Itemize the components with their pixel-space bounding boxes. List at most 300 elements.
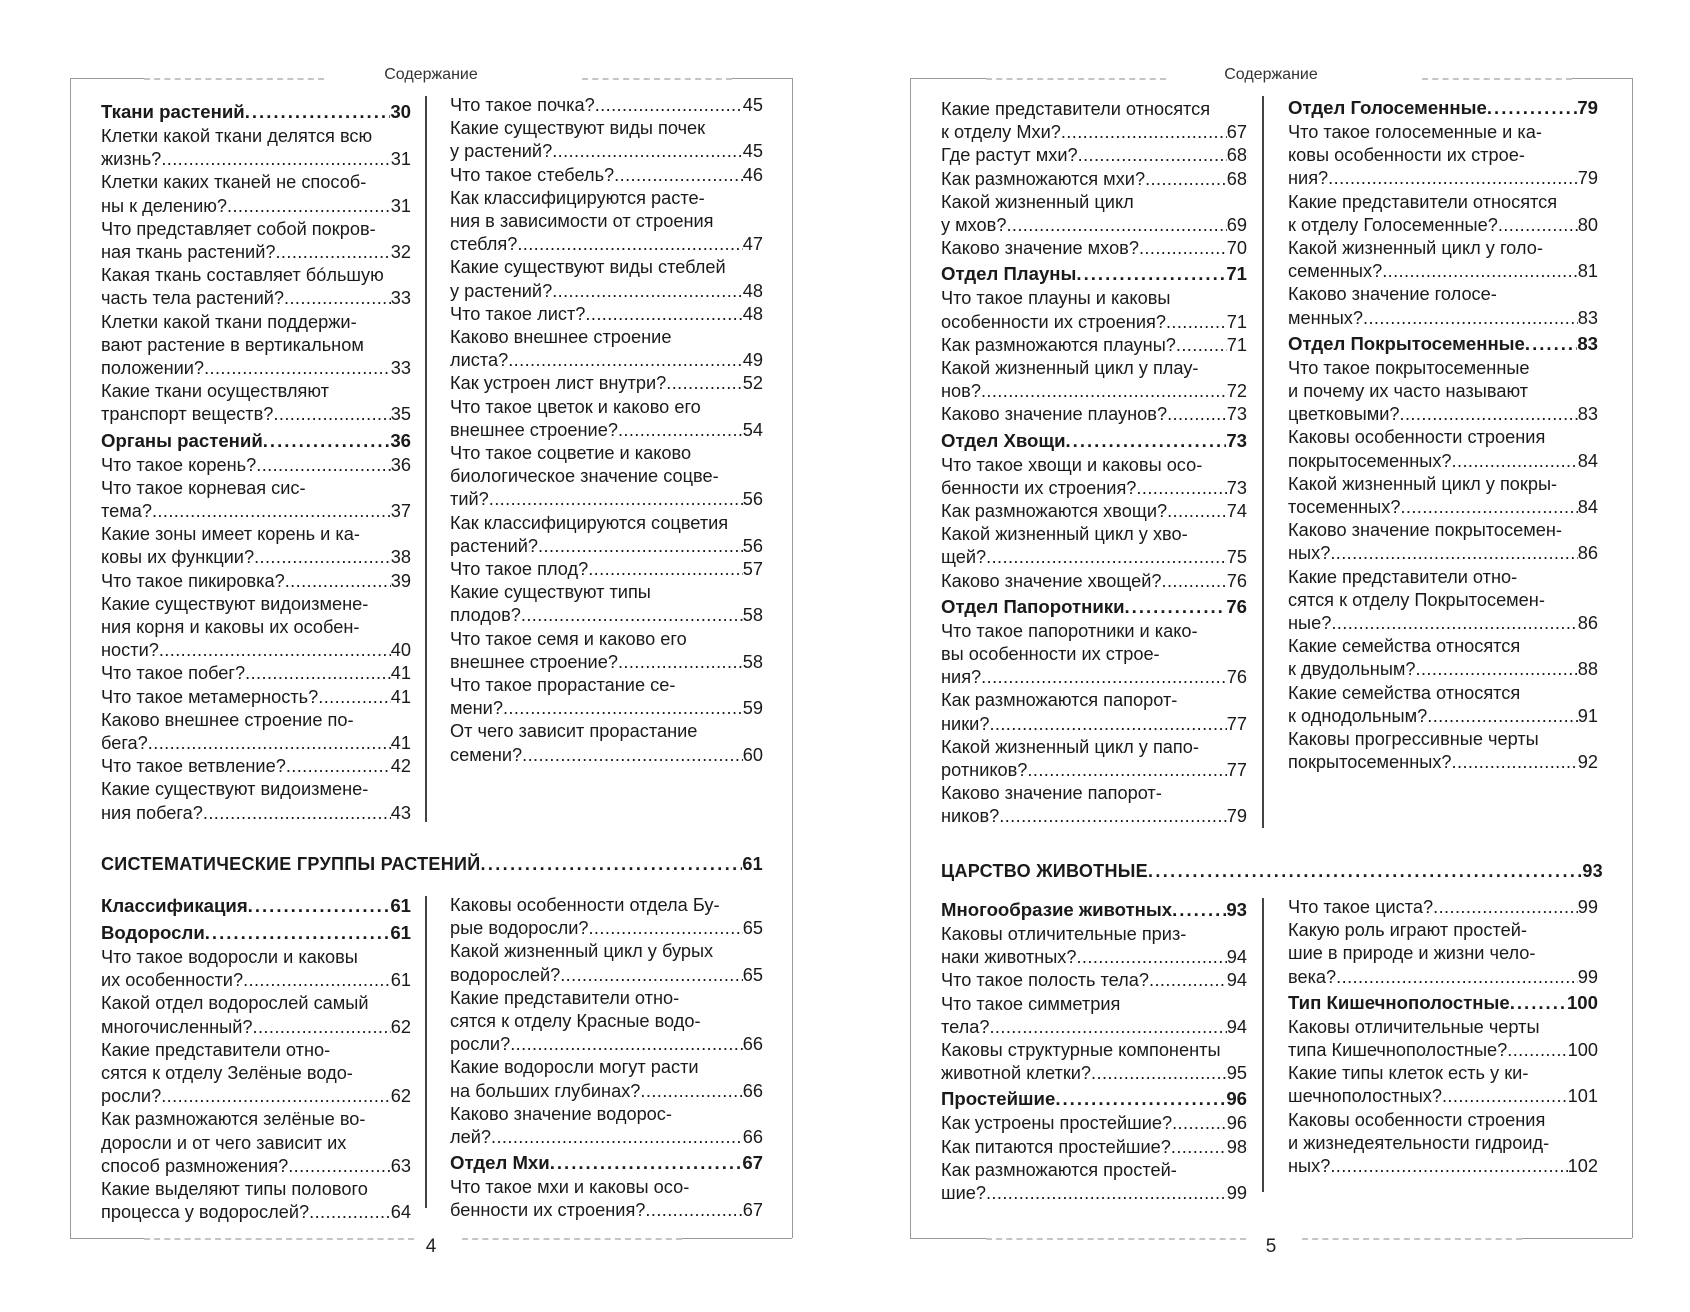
dot-leader	[1328, 167, 1578, 190]
toc-column	[101, 892, 411, 1224]
dot-leader	[1336, 966, 1578, 989]
entry-text: ния в зависимости от строения	[450, 211, 714, 232]
entry-text: бега?	[101, 733, 148, 754]
toc-entry	[101, 500, 411, 523]
entry-text: Что такое голосеменные и ка-	[1288, 122, 1542, 142]
toc-entry	[450, 94, 763, 117]
toc-entry	[101, 709, 411, 732]
toc-entry	[941, 454, 1247, 477]
entry-page-number: 99	[1577, 897, 1598, 917]
dot-leader	[989, 1016, 1226, 1039]
toc-entry	[450, 419, 763, 442]
entry-text: Что такое симметрия	[941, 993, 1121, 1014]
entry-page-number: 54	[742, 419, 763, 440]
entry-page-number: 60	[742, 744, 763, 765]
toc-entry	[450, 1103, 763, 1126]
toc-entry	[1288, 260, 1598, 283]
toc-entry	[450, 1056, 763, 1079]
entry-text: Классификация	[101, 895, 248, 916]
toc-entry	[941, 782, 1247, 805]
toc-column	[450, 894, 763, 1223]
entry-text: Отдел Папоротники	[941, 595, 1125, 617]
toc-entry	[941, 144, 1247, 167]
dot-leader	[1382, 260, 1578, 283]
entry-text: Какой жизненный цикл у хво-	[941, 524, 1188, 545]
toc-entry	[941, 98, 1247, 121]
entry-text: Что такое прорастание се-	[450, 675, 676, 696]
toc-entry	[450, 349, 763, 372]
entry-page-number: 66	[742, 1034, 763, 1055]
entry-page-number: 58	[742, 651, 763, 672]
toc-entry	[101, 778, 411, 801]
entry-text: Какой жизненный цикл у бурых	[450, 941, 714, 962]
entry-text: положении?	[101, 358, 205, 379]
toc-entry	[1288, 450, 1598, 473]
entry-text: шечнополостных?	[1288, 1086, 1442, 1107]
toc-entry	[1288, 167, 1598, 190]
entry-text: бенности их строения?	[450, 1200, 646, 1221]
toc-entry	[101, 171, 411, 194]
dot-leader	[309, 1201, 391, 1224]
toc-entry	[1288, 1132, 1598, 1155]
entry-page-number: 101	[1567, 1086, 1598, 1107]
entry-page-number: 99	[1226, 1183, 1247, 1204]
toc-entry	[941, 946, 1247, 969]
entry-page-number: 83	[1577, 404, 1598, 425]
dot-leader	[248, 892, 391, 919]
toc-entry	[941, 334, 1247, 357]
left-page	[70, 66, 792, 1257]
dot-leader	[159, 639, 391, 662]
entry-text: Каковы структурные компоненты	[941, 1040, 1221, 1061]
entry-page-number: 66	[742, 1127, 763, 1148]
page-header: Содержание	[384, 66, 478, 83]
entry-text: Какие типы клеток есть у ки-	[1288, 1063, 1529, 1084]
entry-text: щей?	[941, 547, 987, 568]
dot-leader	[1452, 751, 1578, 774]
entry-text: типа Кишечнополостные?	[1288, 1040, 1508, 1061]
dot-leader	[203, 802, 391, 825]
entry-page-number: 56	[742, 535, 763, 556]
toc-entry	[450, 987, 763, 1010]
entry-page-number: 61	[390, 922, 411, 943]
toc-entry	[1288, 214, 1598, 237]
toc-entry	[1288, 919, 1598, 942]
entry-page-number: 33	[390, 358, 411, 379]
entry-text: ротников?	[941, 760, 1028, 781]
entry-text: Что такое пикировка?	[101, 570, 285, 591]
entry-text: Каковы прогрессивные черты	[1288, 729, 1539, 750]
entry-text: стебля?	[450, 234, 518, 255]
dot-leader	[227, 195, 391, 218]
entry-text: Какие представители отно-	[450, 987, 680, 1008]
entry-text: ны к делению?	[101, 195, 227, 216]
entry-text: мени?	[450, 698, 503, 719]
toc-entry	[101, 732, 411, 755]
entry-text: у растений?	[450, 280, 553, 301]
dot-leader	[981, 380, 1227, 403]
column-divider	[425, 96, 427, 822]
toc-entry	[450, 651, 763, 674]
toc-entry	[1288, 1155, 1598, 1178]
toc-entry	[941, 759, 1247, 782]
toc-entry	[941, 969, 1247, 992]
entry-text: Какой жизненный цикл	[941, 191, 1134, 212]
entry-text: Многообразие животных	[941, 899, 1173, 920]
entry-text: и жизнедеятельности гидроид-	[1288, 1132, 1550, 1153]
toc-entry	[1288, 1109, 1598, 1132]
toc-entry	[1288, 496, 1598, 519]
entry-page-number: 65	[742, 918, 763, 939]
entry-text: Ткани растений	[101, 101, 245, 122]
toc-entry	[941, 121, 1247, 144]
dot-leader	[1149, 969, 1227, 992]
toc-entry	[101, 477, 411, 500]
toc-entry	[101, 1201, 411, 1224]
toc-entry	[941, 168, 1247, 191]
entry-text: покрытосеменных?	[1288, 752, 1452, 773]
toc-entry	[1288, 191, 1598, 214]
toc-entry	[101, 357, 411, 380]
section-page-number: 61	[742, 854, 763, 874]
dot-leader	[1076, 260, 1226, 287]
dot-leader	[1145, 168, 1227, 191]
toc-entry	[101, 1155, 411, 1178]
toc-entry	[101, 287, 411, 310]
entry-text: внешнее строение?	[450, 419, 618, 440]
entry-page-number: 61	[390, 970, 411, 991]
entry-text: Каково значение покрытосемен-	[1288, 520, 1562, 541]
entry-text: Какие представители относятся	[941, 99, 1211, 119]
entry-text: Отдел Мхи	[450, 1152, 550, 1174]
toc-entry	[450, 697, 763, 720]
entry-text: Отдел Голосеменные	[1288, 97, 1487, 118]
entry-text: ности?	[101, 640, 159, 661]
entry-page-number: 86	[1577, 613, 1598, 634]
entry-page-number: 62	[390, 1086, 411, 1107]
toc-entry	[941, 1062, 1247, 1085]
entry-text: ные?	[1288, 613, 1332, 634]
toc-entry	[101, 1108, 411, 1131]
toc-entry	[1288, 380, 1598, 403]
entry-text: Как классифицируются расте-	[450, 187, 705, 208]
entry-text: Какую роль играют простей-	[1288, 920, 1527, 941]
entry-text: Как размножаются плауны?	[941, 334, 1176, 355]
dot-leader	[1172, 1112, 1227, 1135]
entry-page-number: 84	[1577, 497, 1598, 518]
entry-text: ния?	[1288, 168, 1329, 189]
toc-entry	[1288, 658, 1598, 681]
dot-leader	[1006, 214, 1226, 237]
entry-page-number: 67	[742, 1200, 763, 1221]
entry-text: Какие водоросли могут расти	[450, 1057, 699, 1078]
dot-leader	[275, 241, 390, 264]
toc-entry	[1288, 942, 1598, 965]
dot-leader	[986, 1182, 1227, 1205]
entry-text: семени?	[450, 744, 523, 765]
toc-entry	[450, 210, 763, 233]
entry-page-number: 96	[1226, 1088, 1247, 1110]
entry-text: Отдел Покрытосеменные	[1288, 332, 1525, 354]
dot-leader	[1416, 658, 1578, 681]
entry-text: Отдел Хвощи	[941, 429, 1066, 451]
entry-text: Как устроен лист внутри?	[450, 373, 667, 394]
entry-text: Что такое покрытосеменные	[1288, 357, 1530, 378]
entry-page-number: 71	[1226, 311, 1247, 332]
toc-entry	[450, 1033, 763, 1056]
toc-entry	[1288, 283, 1598, 306]
toc-entry	[101, 241, 411, 264]
entry-page-number: 77	[1226, 713, 1247, 734]
toc-column	[450, 94, 763, 767]
dot-leader	[1171, 1136, 1227, 1159]
dot-leader	[161, 148, 390, 171]
entry-page-number: 68	[1226, 145, 1247, 166]
toc-entry	[941, 713, 1247, 736]
entry-text: ния?	[941, 667, 982, 688]
dot-leader	[552, 280, 743, 303]
entry-text: водорослей?	[450, 964, 561, 985]
toc-entry	[450, 117, 763, 140]
dot-leader	[161, 1085, 391, 1108]
entry-text: Клетки каких тканей не способ-	[101, 172, 367, 193]
entry-text: Какой жизненный цикл у плау-	[941, 358, 1199, 379]
entry-text: семенных?	[1288, 261, 1383, 282]
toc-entry	[1288, 144, 1598, 167]
entry-text: Каково значение плаунов?	[941, 404, 1168, 425]
toc-entry	[941, 689, 1247, 712]
dot-leader	[1091, 1062, 1227, 1085]
toc-entry	[941, 191, 1247, 214]
entry-page-number: 94	[1226, 1016, 1247, 1037]
entry-text: вы особенности их строе-	[941, 644, 1160, 665]
entry-page-number: 84	[1577, 450, 1598, 471]
toc-heading	[941, 593, 1247, 620]
entry-text: многочисленный?	[101, 1016, 253, 1037]
entry-text: ников?	[941, 806, 1000, 827]
entry-page-number: 39	[390, 570, 411, 591]
entry-page-number: 52	[742, 373, 763, 394]
entry-text: внешнее строение?	[450, 651, 618, 672]
toc-heading	[1288, 330, 1598, 357]
entry-text: Что такое циста?	[1288, 897, 1434, 917]
dot-leader	[1525, 330, 1577, 357]
entry-page-number: 100	[1566, 991, 1598, 1013]
entry-text: Какой жизненный цикл у папо-	[941, 736, 1199, 757]
dot-leader	[510, 1033, 743, 1056]
entry-text: Каково значение водорос-	[450, 1103, 672, 1124]
toc-entry	[450, 396, 763, 419]
entry-page-number: 63	[390, 1155, 411, 1176]
section-heading-row	[941, 859, 1603, 883]
toc-entry	[1288, 403, 1598, 426]
toc-entry	[101, 662, 411, 685]
entry-text: Что такое плауны и каковы	[941, 288, 1171, 309]
toc-entry	[1288, 896, 1598, 919]
entry-text: к однодольным?	[1288, 705, 1428, 726]
dot-leader	[1172, 896, 1226, 923]
entry-text: бенности их строения?	[941, 477, 1137, 498]
dot-leader	[588, 917, 742, 940]
dot-leader	[618, 419, 743, 442]
entry-text: Что такое папоротники и како-	[941, 620, 1198, 641]
entry-page-number: 83	[1577, 332, 1598, 354]
entry-text: ния побега?	[101, 802, 203, 823]
entry-page-number: 98	[1226, 1136, 1247, 1157]
dot-leader	[1400, 496, 1577, 519]
toc-entry	[101, 992, 411, 1015]
entry-text: Как питаются простейшие?	[941, 1136, 1171, 1157]
dot-leader	[243, 969, 391, 992]
entry-page-number: 79	[1577, 97, 1598, 118]
toc-entry	[1288, 728, 1598, 751]
toc-entry	[941, 805, 1247, 828]
toc-entry	[450, 1126, 763, 1149]
dot-leader	[1061, 121, 1227, 144]
dot-leader	[1139, 237, 1227, 260]
entry-text: Где растут мхи?	[941, 145, 1078, 166]
entry-page-number: 40	[390, 640, 411, 661]
entry-page-number: 68	[1226, 168, 1247, 189]
dot-leader	[560, 964, 743, 987]
entry-page-number: 45	[742, 95, 763, 115]
entry-page-number: 33	[390, 288, 411, 309]
entry-text: Каково внешнее строение по-	[101, 709, 354, 730]
toc-entry	[450, 326, 763, 349]
toc-entry	[1288, 542, 1598, 565]
entry-page-number: 56	[742, 489, 763, 510]
toc-entry	[941, 1016, 1247, 1039]
toc-entry	[941, 546, 1247, 569]
dot-leader	[981, 666, 1227, 689]
entry-text: к двудольным?	[1288, 659, 1416, 680]
dot-leader	[288, 1155, 391, 1178]
dot-leader	[245, 662, 391, 685]
dot-leader	[1442, 1085, 1568, 1108]
toc-entry	[941, 237, 1247, 260]
entry-page-number: 74	[1226, 501, 1247, 522]
entry-page-number: 48	[742, 280, 763, 301]
entry-page-number: 58	[742, 605, 763, 626]
entry-text: ковы особенности их строе-	[1288, 145, 1525, 166]
toc-entry	[941, 859, 1603, 883]
dot-leader	[614, 164, 743, 187]
entry-text: доросли и от чего зависит их	[101, 1132, 347, 1153]
dot-leader	[550, 1149, 743, 1176]
dot-leader	[1167, 403, 1227, 426]
toc-entry	[941, 1136, 1247, 1159]
toc-entry	[1288, 1016, 1598, 1039]
right-page	[910, 66, 1632, 1257]
entry-page-number: 31	[390, 195, 411, 216]
entry-text: и почему их часто называют	[1288, 381, 1529, 402]
entry-text: наки животных?	[941, 947, 1077, 968]
entry-text: животной клетки?	[941, 1063, 1092, 1084]
toc-entry	[941, 214, 1247, 237]
dot-leader	[517, 233, 742, 256]
toc-entry	[101, 802, 411, 825]
toc-column	[941, 98, 1247, 829]
toc-entry	[450, 465, 763, 488]
toc-entry	[450, 604, 763, 627]
page-header: Содержание	[1224, 66, 1318, 83]
dot-leader	[503, 697, 743, 720]
entry-page-number: 41	[390, 733, 411, 754]
entry-page-number: 65	[742, 964, 763, 985]
entry-text: биологическое значение соцве-	[450, 466, 719, 487]
dot-leader	[152, 500, 391, 523]
entry-text: часть тела растений?	[101, 288, 285, 309]
toc-entry	[941, 736, 1247, 759]
toc-heading	[101, 427, 411, 454]
entry-page-number: 36	[390, 429, 411, 451]
entry-text: Что такое корень?	[101, 454, 257, 475]
dot-leader	[1055, 1085, 1226, 1112]
dot-leader	[286, 755, 391, 778]
toc-entry	[1288, 1062, 1598, 1085]
entry-text: Органы растений	[101, 429, 263, 451]
entry-text: плодов?	[450, 605, 521, 626]
entry-text: Какие существуют видоизмене-	[101, 593, 369, 614]
entry-page-number: 77	[1226, 760, 1247, 781]
entry-page-number: 94	[1226, 970, 1247, 991]
toc-entry	[450, 1199, 763, 1222]
toc-entry	[101, 969, 411, 992]
entry-text: века?	[1288, 966, 1337, 987]
dot-leader	[1487, 94, 1577, 121]
entry-page-number: 43	[390, 802, 411, 823]
dot-leader	[999, 805, 1227, 828]
dot-leader	[254, 546, 391, 569]
entry-text: Водоросли	[101, 922, 205, 943]
dot-leader	[1427, 705, 1578, 728]
entry-page-number: 36	[390, 454, 411, 475]
toc-entry	[1288, 473, 1598, 496]
dot-leader	[1452, 450, 1578, 473]
entry-text: Какие выделяют типы полового	[101, 1179, 368, 1200]
toc-heading	[101, 919, 411, 946]
dot-leader	[1498, 214, 1578, 237]
toc-entry	[450, 964, 763, 987]
entry-text: Каковы особенности строения	[1288, 1109, 1546, 1130]
toc-heading	[1288, 94, 1598, 121]
entry-text: способ размножения?	[101, 1155, 289, 1176]
entry-page-number: 42	[390, 756, 411, 777]
entry-page-number: 57	[742, 559, 763, 580]
entry-page-number: 81	[1577, 261, 1598, 282]
toc-entry	[450, 512, 763, 535]
dot-leader	[285, 570, 391, 593]
entry-page-number: 72	[1226, 381, 1247, 402]
toc-entry	[101, 218, 411, 241]
entry-text: Какие семейства относятся	[1288, 682, 1521, 703]
dot-leader	[1176, 334, 1227, 357]
toc-entry	[101, 1132, 411, 1155]
toc-entry	[941, 993, 1247, 1016]
dot-leader	[666, 372, 743, 395]
entry-page-number: 35	[390, 404, 411, 425]
dot-leader	[986, 546, 1227, 569]
toc-entry	[450, 917, 763, 940]
entry-page-number: 80	[1577, 214, 1598, 235]
toc-entry	[450, 940, 763, 963]
dot-leader	[1078, 144, 1227, 167]
entry-text: Каковы отличительные черты	[1288, 1016, 1540, 1037]
dot-leader	[1066, 427, 1227, 454]
entry-text: Какие представители отно-	[1288, 566, 1518, 587]
toc-heading	[941, 1085, 1247, 1112]
toc-entry	[1288, 566, 1598, 589]
